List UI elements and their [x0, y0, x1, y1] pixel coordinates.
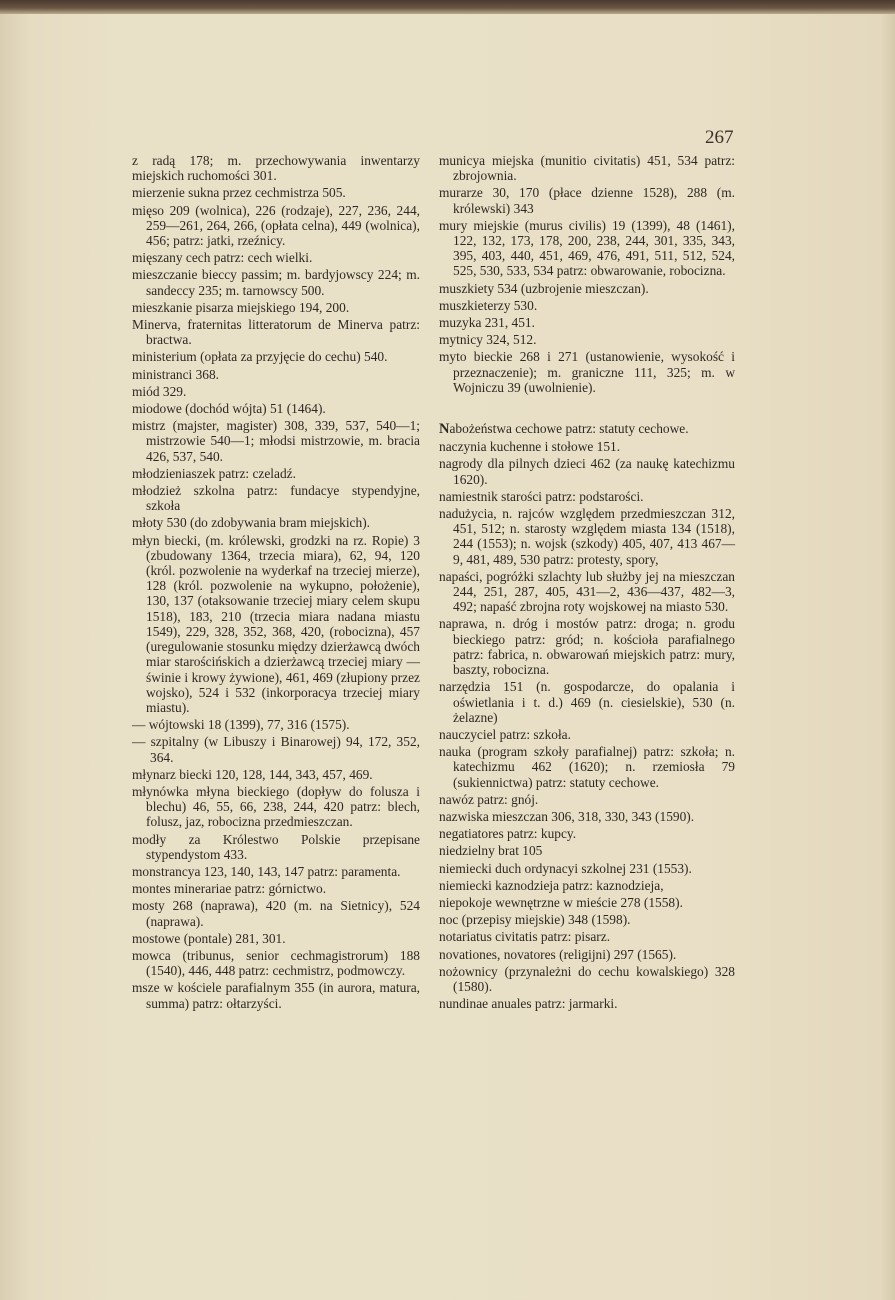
index-entry: młodzieniaszek patrz: czeladź. — [132, 465, 296, 481]
index-entry: narzędzia 151 (n. gospodarcze, do opalania i oświetlania i t. d.) 469 (n. ciesielskie), 530 (n. żelazne) — [439, 679, 735, 725]
index-entry: mięszany cech patrz: cech wielki. — [132, 250, 313, 266]
index-entry: nawóz patrz: gnój. — [439, 791, 539, 807]
index-entry: ministerium (opłata za przyjęcie do cechu) 540. — [132, 349, 388, 365]
index-entry: młoty 530 (do zdobywania bram miejskich). — [132, 515, 371, 531]
index-entry: novationes, novatores (religijni) 297 (1565). — [439, 946, 677, 962]
index-entry — [439, 421, 735, 437]
index-entry: nożownicy (przynależni do cechu kowalskiego) 328 (1580). — [439, 963, 735, 994]
index-entry: muszkieterzy 530. — [439, 297, 538, 313]
index-entry: niemiecki duch ordynacyi szkolnej 231 (1553). — [439, 860, 692, 876]
index-entry: młynarz biecki 120, 128, 144, 343, 457, 469. — [132, 766, 373, 782]
index-entry: niepokoje wewnętrzne w mieście 278 (1558). — [439, 894, 683, 910]
index-entry: nauka (program szkoły parafialnej) patrz: szkoła; n. katechizmu 462 (1620); n. rzemiosła 79 (sukiennictwa) patrz: statuty cechowe. — [439, 744, 735, 790]
index-entry: miód 329. — [132, 383, 187, 399]
index-entry: nagrody dla pilnych dzieci 462 (za naukę katechizmu 1620). — [439, 456, 735, 487]
index-entry: z radą 178; m. przechowywania inwentarzy miejskich ruchomości 301. — [132, 153, 420, 184]
section-initial: N — [439, 421, 450, 438]
page-top-edge — [0, 0, 895, 14]
index-entry: noc (przepisy miejskie) 348 (1598). — [439, 912, 631, 928]
index-entry: mury miejskie (murus civilis) 19 (1399), 48 (1461), 122, 132, 173, 178, 200, 238, 244, 301, 335, 343, 395, 403, 440, 451, 469, 476, 491, 511, 512, 524, 525, 530, 533, 534 patrz: obwarowanie, robocizna. — [439, 217, 735, 279]
index-entry: nadużycia, n. rajców względem przedmieszczan 312, 451, 512; n. starosty względem miasta 134 (1518), 244 (1553); n. wojsk (szkody) 405, 407, 413 467—9, 481, 489, 530 patrz: protesty, spory, — [439, 506, 735, 567]
index-entry: niedzielny brat 105 — [439, 843, 543, 859]
index-entry: notariatus civitatis patrz: pisarz. — [439, 929, 611, 945]
index-entry: muszkiety 534 (uzbrojenie mieszczan). — [439, 280, 649, 296]
index-entry: napaści, pogróżki szlachty lub służby jej na mieszczan 244, 251, 287, 405, 431—2, 436—437, 482—3, 492; napaść zbrojna roty wojskowej na miasto 530. — [439, 568, 735, 615]
index-entry: — wójtowski 18 (1399), 77, 316 (1575). — [132, 717, 350, 733]
index-entry: nazwiska mieszczan 306, 318, 330, 343 (1590). — [439, 808, 695, 824]
index-entry-text: abożeństwa cechowe patrz: statuty cechowe. — [449, 421, 689, 437]
index-entry: młyn biecki, (m. królewski, grodzki na rz. Ropie) 3 (zbudowany 1364, trzecia miara), 62, 94, 120 (król. pozwolenie na wyderkaf na trzeciej mierze), 128 (król. pozwolenie na wykupno, położenie), 130, 137 (otaksowanie trzeciej miary celem skupu 1518), 183, 210 (trzecia miara nadana miastu 1549), 229, 328, 352, 368, 420, (robocizna), 457 (uregulowanie stosunku między dzierżawcą dwóch miar starościńskich a dzierżawcą trzeciej miary — świnie i krowy żywione), 461, 469 (złupiony przez wojsko), 524 i 532 (inkorporacya trzeciej miary miastu). — [132, 532, 420, 715]
left-column — [132, 153, 420, 1013]
index-entry: modły za Królestwo Polskie przepisane stypendystom 433. — [132, 831, 420, 862]
index-entry: naczynia kuchenne i stołowe 151. — [439, 439, 621, 455]
index-entry: msze w kościele parafialnym 355 (in aurora, matura, summa) patrz: ołtarzyści. — [132, 980, 420, 1011]
index-entry: mostowe (pontale) 281, 301. — [132, 930, 286, 946]
page-number: 267 — [705, 127, 734, 148]
index-entry: mytnicy 324, 512. — [439, 332, 537, 348]
index-entry: muzyka 231, 451. — [439, 315, 535, 331]
index-entry: Minerva, fraternitas litteratorum de Minerva patrz: bractwa. — [132, 317, 420, 348]
index-entry: mosty 268 (naprawa), 420 (m. na Sietnicy), 524 (naprawa). — [132, 898, 420, 929]
index-entry: mowca (tribunus, senior cechmagistrorum) 188 (1540), 446, 448 patrz: cechmistrz, podmowczy. — [132, 947, 420, 979]
index-entry: nauczyciel patrz: szkoła. — [439, 726, 571, 742]
index-entry: monstrancya 123, 140, 143, 147 patrz: paramenta. — [132, 863, 401, 879]
index-entry: niemiecki kaznodzieja patrz: kaznodzieja, — [439, 877, 664, 893]
index-entry: nundinae anuales patrz: jarmarki. — [439, 996, 618, 1012]
index-entry: negatiatores patrz: kupcy. — [439, 826, 577, 842]
right-column — [439, 153, 735, 1013]
index-entry: montes minerariae patrz: górnictwo. — [132, 881, 327, 897]
index-entry: municya miejska (munitio civitatis) 451, 534 patrz: zbrojownia. — [439, 153, 735, 184]
index-entry: namiestnik starości patrz: podstarości. — [439, 488, 644, 504]
index-entry: mieszczanie bieccy passim; m. bardyjowscy 224; m. sandeccy 235; m. tarnowscy 500. — [132, 267, 420, 298]
index-entry: murarze 30, 170 (płace dzienne 1528), 288 (m. królewski) 343 — [439, 185, 735, 216]
index-entry: mierzenie sukna przez cechmistrza 505. — [132, 185, 346, 201]
index-entry: mistrz (majster, magister) 308, 339, 537, 540—1; mistrzowie 540—1; młodsi mistrzowie, m. bracia 426, 537, 540. — [132, 418, 420, 464]
index-entry: młynówka młyna bieckiego (dopływ do folusza i blechu) 46, 55, 66, 238, 244, 420 patrz: blech, folusz, jaz, robocizna przedmieszczan. — [132, 783, 420, 830]
index-entry: naprawa, n. dróg i mostów patrz: droga; n. grodu bieckiego patrz: gród; n. kościoła parafialnego patrz: fabrica, n. obwarowań miejskich patrz: mury, baszty, robocizna. — [439, 616, 735, 678]
index-entry: ministranci 368. — [132, 366, 220, 382]
index-entry: — szpitalny (w Libuszy i Binarowej) 94, 172, 352, 364. — [132, 734, 420, 765]
index-entry: mieszkanie pisarza miejskiego 194, 200. — [132, 299, 350, 315]
index-entry: miodowe (dochód wójta) 51 (1464). — [132, 401, 326, 417]
index-entry: myto bieckie 268 i 271 (ustanowienie, wysokość i przeznaczenie); m. graniczne 111, 325; m. w Wojniczu 39 (uwolnienie). — [439, 349, 735, 395]
index-entry: mięso 209 (wolnica), 226 (rodzaje), 227, 236, 244, 259—261, 264, 266, (opłata celna), 449 (wolnica), 456; patrz: jatki, rzeźnicy. — [132, 202, 420, 249]
index-entry: młodzież szkolna patrz: fundacye stypendyjne, szkoła — [132, 483, 420, 514]
